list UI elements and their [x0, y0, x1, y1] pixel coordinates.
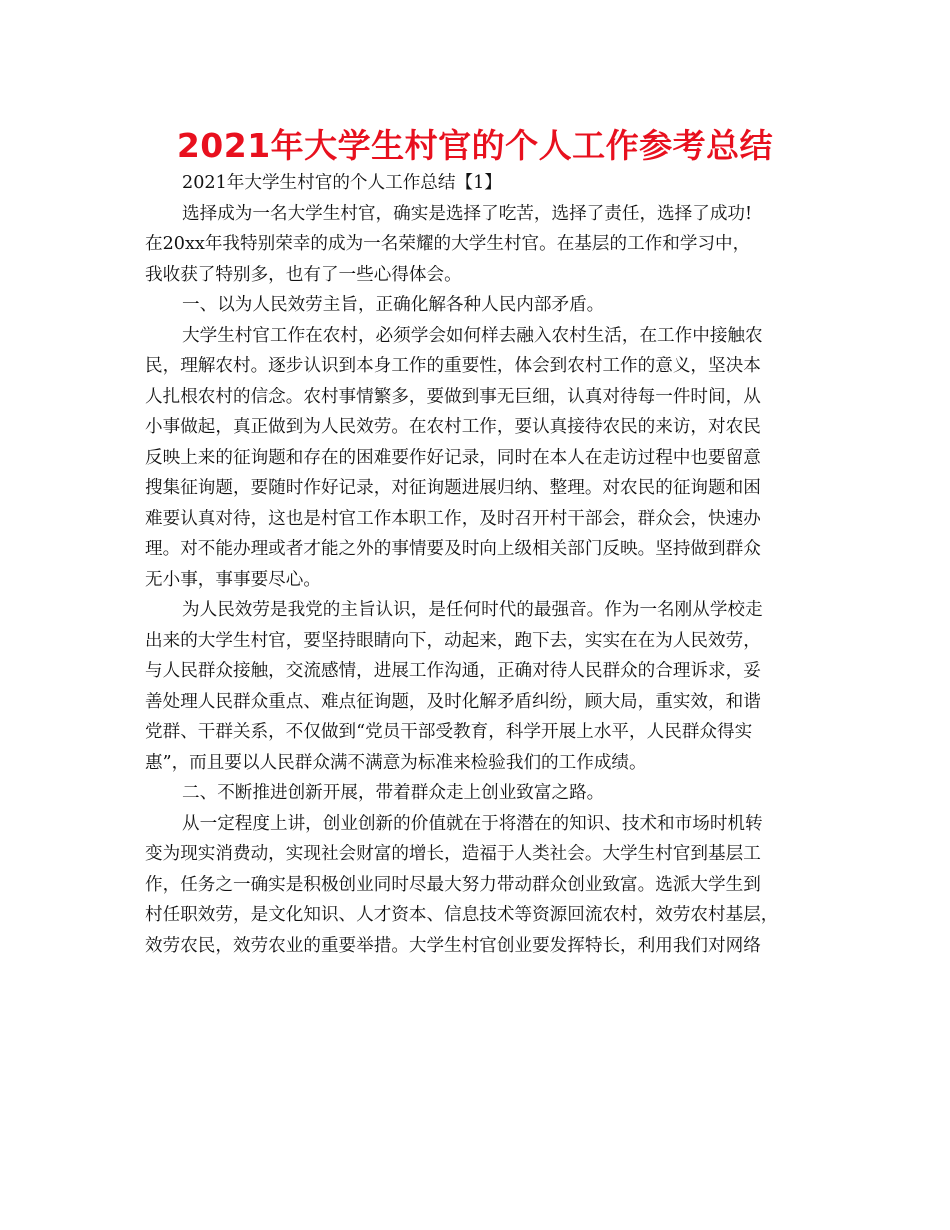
paragraph-line: 搜集征询题，要随时作好记录，对征询题进展归纳、整理。对农民的征询题和困 [145, 478, 761, 498]
section-heading: 一、以为人民效劳主旨，正确化解各种人民内部矛盾。 [182, 295, 605, 315]
paragraph-line: 惠”，而且要以人民群众满不满意为标准来检验我们的工作成绩。 [145, 752, 647, 773]
section-heading: 二、不断推进创新开展，带着群众走上创业致富之路。 [182, 783, 605, 803]
paragraph-line: 难要认真对待，这也是村官工作本职工作，及时召开村干部会，群众会，快速办 [145, 508, 761, 529]
paragraph-line: 选择成为一名大学生村官，确实是选择了吃苦，选择了责任，选择了成功! [182, 203, 753, 224]
document-body [145, 168, 810, 961]
paragraph-line: 善处理人民群众重点、难点征询题，及时化解矛盾纠纷，顾大局，重实效，和谐 [145, 691, 761, 712]
paragraph-line: 理。对不能办理或者才能之外的事情要及时向上级相关部门反映。坚持做到群众 [145, 539, 761, 559]
paragraph-line: 人扎根农村的信念。农村事情繁多，要做到事无巨细，认真对待每一件时间，从 [145, 386, 761, 407]
paragraph-line: 效劳农民，效劳农业的重要举措。大学生村官创业要发挥特长，利用我们对网络 [145, 935, 761, 956]
paragraph-line: 作，任务之一确实是积极创业同时尽最大努力带动群众创业致富。选派大学生到 [145, 874, 761, 895]
paragraph-line: 从一定程度上讲，创业创新的价值就在于将潜在的知识、技术和市场时机转 [182, 813, 763, 834]
paragraph-line: 民，理解农村。逐步认识到本身工作的重要性，体会到农村工作的意义，坚决本 [145, 356, 761, 376]
paragraph-line: 大学生村官工作在农村，必须学会如何样去融入农村生活，在工作中接触农 [182, 325, 763, 346]
paragraph-line: 与人民群众接触，交流感情，进展工作沟通，正确对待人民群众的合理诉求，妥 [145, 661, 761, 681]
paragraph-line: 为人民效劳是我党的主旨认识，是任何时代的最强音。作为一名刚从学校走 [182, 600, 763, 620]
paragraph-line: 我收获了特别多，也有了一些心得体会。 [145, 264, 462, 285]
paragraph-line: 无小事，事事要尽心。 [145, 569, 321, 590]
paragraph-line: 反映上来的征询题和存在的困难要作好记录，同时在本人在走访过程中也要留意 [145, 447, 761, 468]
document-title: 2021年大学生村官的个人工作参考总结 [176, 126, 774, 165]
paragraph-line: 小事做起，真正做到为人民效劳。在农村工作，要认真接待农民的来访，对农民 [145, 417, 761, 437]
paragraph-line: 在20xx年我特别荣幸的成为一名荣耀的大学生村官。在基层的工作和学习中， [145, 234, 751, 254]
paragraph-line: 村任职效劳，是文化知识、人才资本、信息技术等资源回流农村，效劳农村基层， [145, 905, 779, 925]
document-subtitle: 2021年大学生村官的个人工作总结【1】 [182, 173, 502, 193]
paragraph-line: 变为现实消费动，实现社会财富的增长，造福于人类社会。大学生村官到基层工 [145, 844, 761, 864]
paragraph-line: 党群、干群关系，不仅做到“党员干部受教育，科学开展上水平，人民群众得实 [145, 722, 753, 742]
paragraph-line: 出来的大学生村官，要坚持眼睛向下，动起来，跑下去，实实在在为人民效劳， [145, 630, 761, 651]
